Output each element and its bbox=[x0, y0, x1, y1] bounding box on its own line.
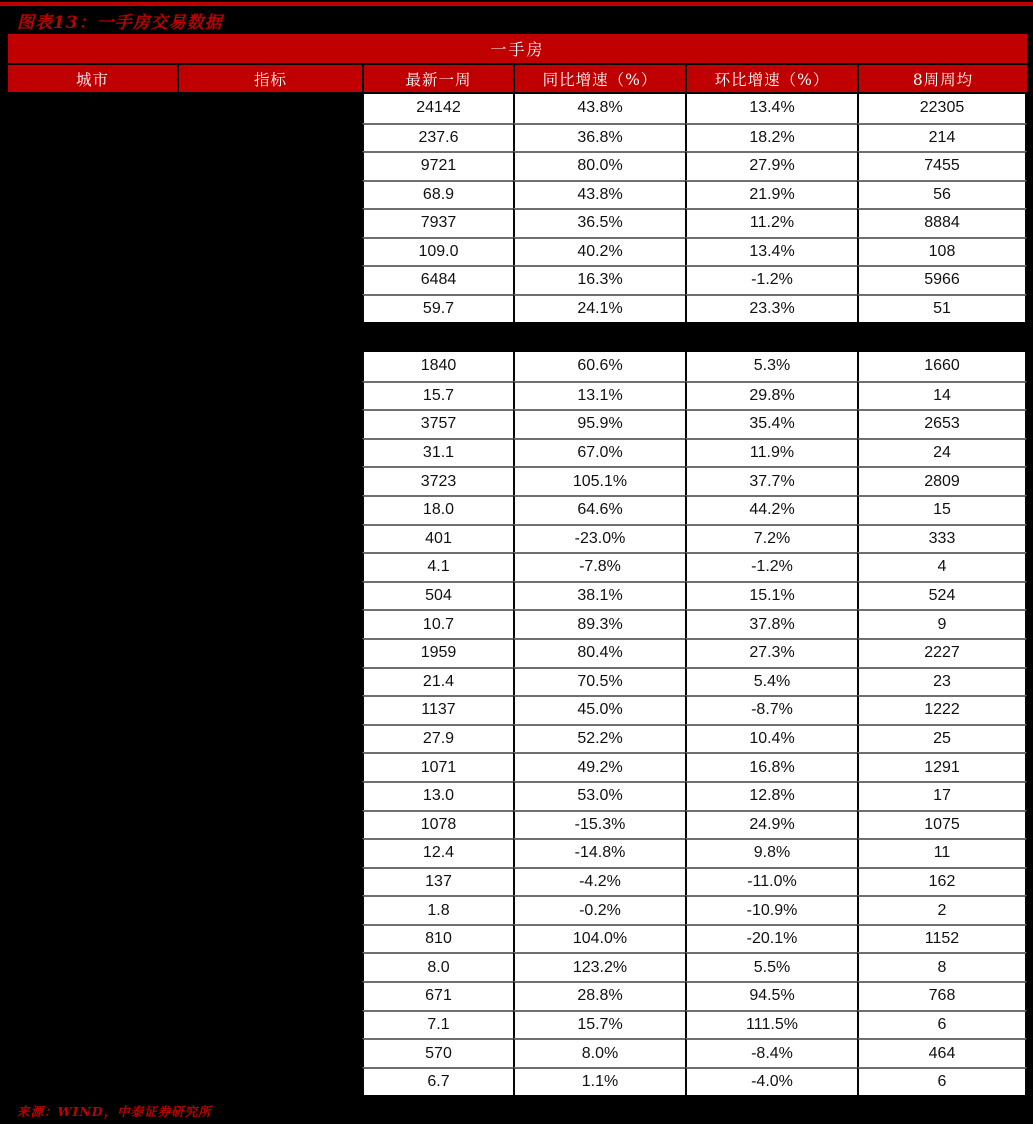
cell-yoy-growth: 43.8% bbox=[513, 94, 685, 123]
cell-yoy-growth: 13.1% bbox=[513, 381, 685, 410]
cell-mom-growth: -20.1% bbox=[685, 924, 857, 953]
cell-yoy-growth: -7.8% bbox=[513, 552, 685, 581]
table-row bbox=[8, 294, 1027, 323]
cell-mom-growth: 11.2% bbox=[685, 208, 857, 237]
table-row bbox=[8, 151, 1027, 180]
table-row bbox=[8, 752, 1027, 781]
cell-latest-week: 21.4 bbox=[362, 667, 513, 696]
table-row bbox=[8, 667, 1027, 696]
cell-latest-week: 6.7 bbox=[362, 1067, 513, 1096]
cell-8week-avg: 214 bbox=[857, 123, 1027, 152]
table-row bbox=[8, 1038, 1027, 1067]
cell-yoy-growth: -23.0% bbox=[513, 524, 685, 553]
cell-latest-week: 8.0 bbox=[362, 952, 513, 981]
cell-yoy-growth: 60.6% bbox=[513, 352, 685, 381]
cell-latest-week: 1137 bbox=[362, 695, 513, 724]
cell-yoy-growth: 8.0% bbox=[513, 1038, 685, 1067]
cell-yoy-growth: -14.8% bbox=[513, 838, 685, 867]
cell-8week-avg: 6 bbox=[857, 1010, 1027, 1039]
cell-latest-week: 31.1 bbox=[362, 438, 513, 467]
cell-yoy-growth: 80.4% bbox=[513, 638, 685, 667]
cell-mom-growth: 9.8% bbox=[685, 838, 857, 867]
redacted-city-indicator-area bbox=[8, 466, 362, 495]
cell-8week-avg: 108 bbox=[857, 237, 1027, 266]
cell-yoy-growth: 95.9% bbox=[513, 409, 685, 438]
redacted-city-indicator-area bbox=[8, 524, 362, 553]
cell-latest-week: 401 bbox=[362, 524, 513, 553]
column-header-mom-growth: 环比增速（%） bbox=[685, 65, 857, 92]
cell-8week-avg: 768 bbox=[857, 981, 1027, 1010]
cell-mom-growth: 37.8% bbox=[685, 609, 857, 638]
cell-8week-avg: 22305 bbox=[857, 94, 1027, 123]
cell-8week-avg: 17 bbox=[857, 781, 1027, 810]
cell-mom-growth: 5.4% bbox=[685, 667, 857, 696]
cell-yoy-growth: 49.2% bbox=[513, 752, 685, 781]
table-row bbox=[8, 94, 1027, 123]
cell-yoy-growth: 1.1% bbox=[513, 1067, 685, 1096]
table-row bbox=[8, 695, 1027, 724]
cell-mom-growth: -1.2% bbox=[685, 552, 857, 581]
cell-mom-growth: 18.2% bbox=[685, 123, 857, 152]
cell-latest-week: 7.1 bbox=[362, 1010, 513, 1039]
column-header-latest-week: 最新一周 bbox=[362, 65, 513, 92]
redacted-city-indicator-area bbox=[8, 1010, 362, 1039]
cell-mom-growth: 5.3% bbox=[685, 352, 857, 381]
cell-mom-growth: 44.2% bbox=[685, 495, 857, 524]
redacted-city-indicator-area bbox=[8, 237, 362, 266]
cell-8week-avg: 1222 bbox=[857, 695, 1027, 724]
cell-mom-growth: -8.4% bbox=[685, 1038, 857, 1067]
cell-yoy-growth: -0.2% bbox=[513, 895, 685, 924]
cell-8week-avg: 25 bbox=[857, 724, 1027, 753]
cell-yoy-growth: 45.0% bbox=[513, 695, 685, 724]
cell-mom-growth: 94.5% bbox=[685, 981, 857, 1010]
cell-yoy-growth: 89.3% bbox=[513, 609, 685, 638]
cell-8week-avg: 5966 bbox=[857, 265, 1027, 294]
table-row bbox=[8, 524, 1027, 553]
cell-mom-growth: -11.0% bbox=[685, 867, 857, 896]
cell-latest-week: 4.1 bbox=[362, 552, 513, 581]
redacted-city-indicator-area bbox=[8, 1067, 362, 1096]
cell-latest-week: 810 bbox=[362, 924, 513, 953]
table-row bbox=[8, 724, 1027, 753]
cell-8week-avg: 9 bbox=[857, 609, 1027, 638]
table-row bbox=[8, 581, 1027, 610]
redacted-city-indicator-area bbox=[8, 180, 362, 209]
cell-mom-growth: 111.5% bbox=[685, 1010, 857, 1039]
cell-mom-growth: 5.5% bbox=[685, 952, 857, 981]
cell-latest-week: 1.8 bbox=[362, 895, 513, 924]
cell-latest-week: 15.7 bbox=[362, 381, 513, 410]
cell-latest-week: 109.0 bbox=[362, 237, 513, 266]
redacted-city-indicator-area bbox=[8, 352, 362, 381]
table-row bbox=[8, 409, 1027, 438]
table-row bbox=[8, 924, 1027, 953]
redacted-city-indicator-area bbox=[8, 438, 362, 467]
cell-mom-growth: 27.3% bbox=[685, 638, 857, 667]
cell-mom-growth: 35.4% bbox=[685, 409, 857, 438]
cell-8week-avg: 11 bbox=[857, 838, 1027, 867]
first-hand-housing-table bbox=[8, 34, 1027, 1095]
cell-8week-avg: 464 bbox=[857, 1038, 1027, 1067]
cell-8week-avg: 2653 bbox=[857, 409, 1027, 438]
cell-8week-avg: 1291 bbox=[857, 752, 1027, 781]
cell-yoy-growth: 52.2% bbox=[513, 724, 685, 753]
table-row bbox=[8, 810, 1027, 839]
cell-mom-growth: 11.9% bbox=[685, 438, 857, 467]
redacted-city-indicator-area bbox=[8, 151, 362, 180]
cell-yoy-growth: 36.5% bbox=[513, 208, 685, 237]
redacted-city-indicator-area bbox=[8, 981, 362, 1010]
cell-latest-week: 570 bbox=[362, 1038, 513, 1067]
cell-8week-avg: 524 bbox=[857, 581, 1027, 610]
redacted-city-indicator-area bbox=[8, 695, 362, 724]
cell-mom-growth: 29.8% bbox=[685, 381, 857, 410]
table-group-header bbox=[8, 34, 1027, 63]
cell-latest-week: 7937 bbox=[362, 208, 513, 237]
cell-mom-growth: 24.9% bbox=[685, 810, 857, 839]
redacted-city-indicator-area bbox=[8, 638, 362, 667]
redacted-city-indicator-area bbox=[8, 781, 362, 810]
cell-latest-week: 9721 bbox=[362, 151, 513, 180]
cell-latest-week: 237.6 bbox=[362, 123, 513, 152]
cell-8week-avg: 4 bbox=[857, 552, 1027, 581]
table-row bbox=[8, 838, 1027, 867]
cell-mom-growth: 16.8% bbox=[685, 752, 857, 781]
cell-mom-growth: 12.8% bbox=[685, 781, 857, 810]
cell-latest-week: 1078 bbox=[362, 810, 513, 839]
cell-latest-week: 1071 bbox=[362, 752, 513, 781]
cell-8week-avg: 23 bbox=[857, 667, 1027, 696]
cell-8week-avg: 56 bbox=[857, 180, 1027, 209]
cell-8week-avg: 6 bbox=[857, 1067, 1027, 1096]
data-block-2 bbox=[8, 352, 1027, 1095]
cell-latest-week: 3757 bbox=[362, 409, 513, 438]
cell-latest-week: 12.4 bbox=[362, 838, 513, 867]
table-row bbox=[8, 609, 1027, 638]
table-row bbox=[8, 552, 1027, 581]
cell-latest-week: 3723 bbox=[362, 466, 513, 495]
cell-8week-avg: 162 bbox=[857, 867, 1027, 896]
block-separator-gap bbox=[8, 322, 1027, 352]
cell-8week-avg: 1660 bbox=[857, 352, 1027, 381]
column-header-yoy-growth: 同比增速（%） bbox=[513, 65, 685, 92]
cell-mom-growth: 13.4% bbox=[685, 237, 857, 266]
data-block-1 bbox=[8, 94, 1027, 322]
cell-mom-growth: 7.2% bbox=[685, 524, 857, 553]
cell-yoy-growth: 64.6% bbox=[513, 495, 685, 524]
cell-yoy-growth: 70.5% bbox=[513, 667, 685, 696]
table-header-row bbox=[8, 63, 1027, 94]
redacted-city-indicator-area bbox=[8, 609, 362, 638]
cell-8week-avg: 333 bbox=[857, 524, 1027, 553]
redacted-city-indicator-area bbox=[8, 867, 362, 896]
cell-yoy-growth: 105.1% bbox=[513, 466, 685, 495]
table-row bbox=[8, 466, 1027, 495]
cell-yoy-growth: -4.2% bbox=[513, 867, 685, 896]
cell-8week-avg: 24 bbox=[857, 438, 1027, 467]
redacted-city-indicator-area bbox=[8, 895, 362, 924]
cell-mom-growth: -4.0% bbox=[685, 1067, 857, 1096]
cell-yoy-growth: 67.0% bbox=[513, 438, 685, 467]
redacted-city-indicator-area bbox=[8, 724, 362, 753]
cell-yoy-growth: 53.0% bbox=[513, 781, 685, 810]
table-row bbox=[8, 867, 1027, 896]
redacted-city-indicator-area bbox=[8, 952, 362, 981]
cell-yoy-growth: 80.0% bbox=[513, 151, 685, 180]
redacted-city-indicator-area bbox=[8, 495, 362, 524]
cell-latest-week: 1959 bbox=[362, 638, 513, 667]
cell-latest-week: 18.0 bbox=[362, 495, 513, 524]
cell-yoy-growth: 16.3% bbox=[513, 265, 685, 294]
cell-latest-week: 59.7 bbox=[362, 294, 513, 323]
cell-latest-week: 10.7 bbox=[362, 609, 513, 638]
redacted-city-indicator-area bbox=[8, 265, 362, 294]
cell-8week-avg: 2 bbox=[857, 895, 1027, 924]
column-header-indicator: 指标 bbox=[177, 65, 362, 92]
redacted-city-indicator-area bbox=[8, 409, 362, 438]
table-row bbox=[8, 781, 1027, 810]
cell-mom-growth: 27.9% bbox=[685, 151, 857, 180]
table-row bbox=[8, 981, 1027, 1010]
cell-mom-growth: -8.7% bbox=[685, 695, 857, 724]
table-row bbox=[8, 381, 1027, 410]
table-row bbox=[8, 237, 1027, 266]
table-row bbox=[8, 438, 1027, 467]
redacted-city-indicator-area bbox=[8, 838, 362, 867]
cell-latest-week: 671 bbox=[362, 981, 513, 1010]
cell-mom-growth: 15.1% bbox=[685, 581, 857, 610]
cell-yoy-growth: 40.2% bbox=[513, 237, 685, 266]
redacted-city-indicator-area bbox=[8, 208, 362, 237]
redacted-city-indicator-area bbox=[8, 381, 362, 410]
cell-yoy-growth: -15.3% bbox=[513, 810, 685, 839]
cell-latest-week: 68.9 bbox=[362, 180, 513, 209]
redacted-city-indicator-area bbox=[8, 810, 362, 839]
cell-yoy-growth: 43.8% bbox=[513, 180, 685, 209]
cell-latest-week: 1840 bbox=[362, 352, 513, 381]
redacted-city-indicator-area bbox=[8, 94, 362, 123]
cell-mom-growth: 13.4% bbox=[685, 94, 857, 123]
cell-mom-growth: 21.9% bbox=[685, 180, 857, 209]
redacted-city-indicator-area bbox=[8, 667, 362, 696]
cell-8week-avg: 2227 bbox=[857, 638, 1027, 667]
cell-8week-avg: 2809 bbox=[857, 466, 1027, 495]
cell-latest-week: 6484 bbox=[362, 265, 513, 294]
table-row bbox=[8, 123, 1027, 152]
cell-mom-growth: 23.3% bbox=[685, 294, 857, 323]
table-row bbox=[8, 180, 1027, 209]
table-row bbox=[8, 638, 1027, 667]
table-row bbox=[8, 1067, 1027, 1096]
redacted-city-indicator-area bbox=[8, 1038, 362, 1067]
cell-yoy-growth: 104.0% bbox=[513, 924, 685, 953]
figure-title: 图表13：一手房交易数据 bbox=[17, 13, 223, 33]
table-row bbox=[8, 1010, 1027, 1039]
cell-latest-week: 24142 bbox=[362, 94, 513, 123]
table-row bbox=[8, 952, 1027, 981]
redacted-city-indicator-area bbox=[8, 924, 362, 953]
cell-latest-week: 27.9 bbox=[362, 724, 513, 753]
cell-yoy-growth: 15.7% bbox=[513, 1010, 685, 1039]
cell-yoy-growth: 36.8% bbox=[513, 123, 685, 152]
redacted-city-indicator-area bbox=[8, 552, 362, 581]
table-row bbox=[8, 208, 1027, 237]
cell-mom-growth: -10.9% bbox=[685, 895, 857, 924]
cell-yoy-growth: 123.2% bbox=[513, 952, 685, 981]
cell-latest-week: 13.0 bbox=[362, 781, 513, 810]
redacted-city-indicator-area bbox=[8, 294, 362, 323]
redacted-city-indicator-area bbox=[8, 581, 362, 610]
table-row bbox=[8, 495, 1027, 524]
source-note: 来源：WIND，中泰证券研究所 bbox=[17, 1104, 212, 1119]
cell-yoy-growth: 28.8% bbox=[513, 981, 685, 1010]
top-red-rule bbox=[0, 2, 1033, 6]
cell-mom-growth: 10.4% bbox=[685, 724, 857, 753]
table-row bbox=[8, 895, 1027, 924]
cell-8week-avg: 14 bbox=[857, 381, 1027, 410]
cell-8week-avg: 51 bbox=[857, 294, 1027, 323]
cell-mom-growth: 37.7% bbox=[685, 466, 857, 495]
cell-8week-avg: 15 bbox=[857, 495, 1027, 524]
column-header-8week-avg: 8周周均 bbox=[857, 65, 1027, 92]
group-header-label: 一手房 bbox=[490, 40, 545, 59]
cell-yoy-growth: 38.1% bbox=[513, 581, 685, 610]
column-header-city: 城市 bbox=[75, 70, 109, 89]
table-row bbox=[8, 352, 1027, 381]
cell-8week-avg: 8884 bbox=[857, 208, 1027, 237]
cell-8week-avg: 8 bbox=[857, 952, 1027, 981]
redacted-city-indicator-area bbox=[8, 752, 362, 781]
cell-yoy-growth: 24.1% bbox=[513, 294, 685, 323]
cell-mom-growth: -1.2% bbox=[685, 265, 857, 294]
table-row bbox=[8, 265, 1027, 294]
redacted-city-indicator-area bbox=[8, 123, 362, 152]
cell-8week-avg: 1152 bbox=[857, 924, 1027, 953]
cell-8week-avg: 1075 bbox=[857, 810, 1027, 839]
cell-latest-week: 504 bbox=[362, 581, 513, 610]
cell-8week-avg: 7455 bbox=[857, 151, 1027, 180]
cell-latest-week: 137 bbox=[362, 867, 513, 896]
